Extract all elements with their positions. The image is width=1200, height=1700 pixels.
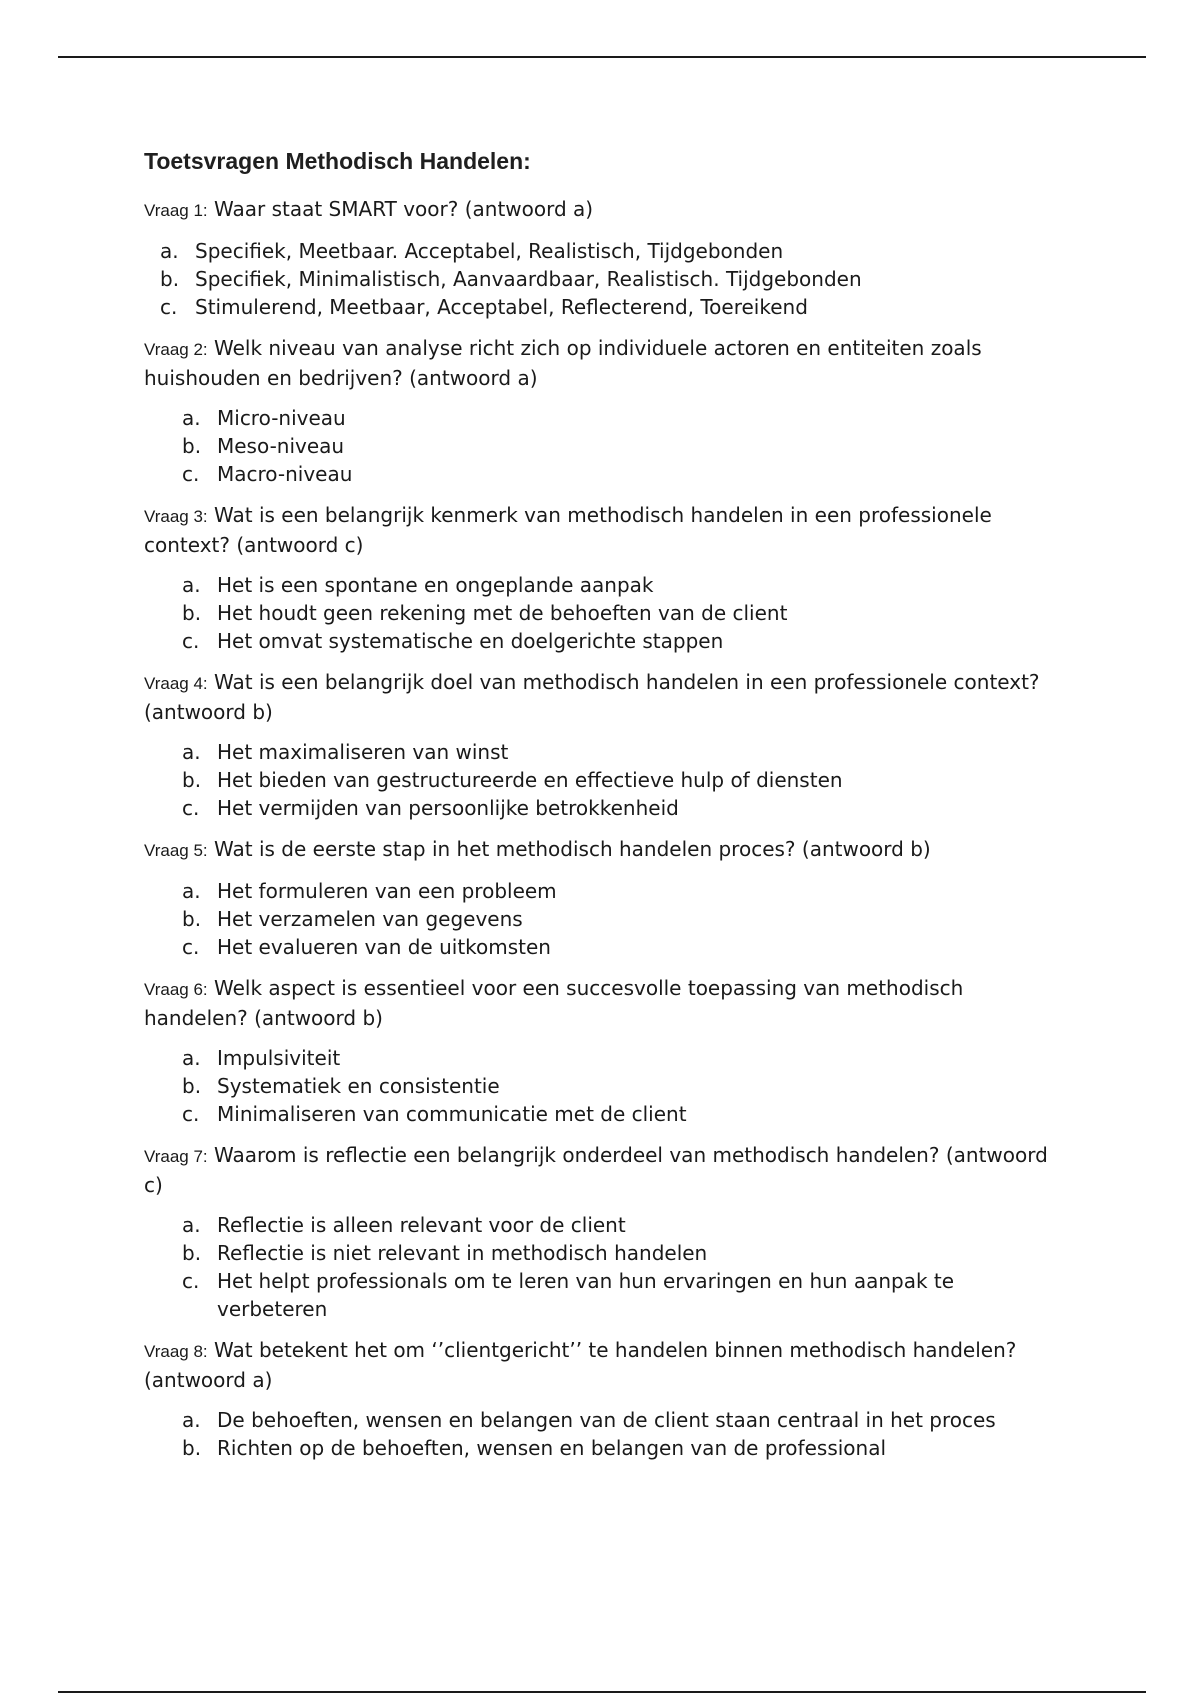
option-letter: a. bbox=[182, 1046, 201, 1070]
question-label: Vraag 8: bbox=[144, 1342, 208, 1361]
option-letter: b. bbox=[182, 1074, 202, 1098]
answer-option bbox=[144, 293, 1064, 321]
option-text: Het formuleren van een probleem bbox=[217, 879, 557, 903]
question-label: Vraag 5: bbox=[144, 841, 208, 860]
question-text bbox=[144, 668, 1064, 726]
option-text: Specifiek, Minimalistisch, Aanvaardbaar, Realistisch. Tijdgebonden bbox=[195, 267, 862, 291]
option-letter: b. bbox=[182, 1241, 202, 1265]
option-text: Minimaliseren van communicatie met de client bbox=[217, 1102, 687, 1126]
question-block bbox=[144, 195, 1064, 321]
option-letter: c. bbox=[160, 295, 178, 319]
question-block bbox=[144, 1336, 1064, 1462]
question-label: Vraag 2: bbox=[144, 340, 208, 359]
question-body: Wat betekent het om ‘’clientgericht’’ te handelen binnen methodisch handelen? (antwoord a) bbox=[144, 1338, 1017, 1392]
answer-option bbox=[144, 1072, 1064, 1100]
answer-options bbox=[144, 877, 1064, 961]
option-letter: c. bbox=[182, 796, 200, 820]
answer-option bbox=[144, 738, 1064, 766]
question-block bbox=[144, 974, 1064, 1128]
answer-options bbox=[144, 1211, 1064, 1323]
option-letter: c. bbox=[182, 1102, 200, 1126]
option-text: Het is een spontane en ongeplande aanpak bbox=[217, 573, 654, 597]
option-text: Systematiek en consistentie bbox=[217, 1074, 500, 1098]
answer-option bbox=[144, 794, 1064, 822]
answer-option bbox=[144, 1239, 1064, 1267]
option-text: Macro-niveau bbox=[217, 462, 353, 486]
option-text: Het omvat systematische en doelgerichte stappen bbox=[217, 629, 724, 653]
answer-option bbox=[144, 460, 1064, 488]
option-text: Het maximaliseren van winst bbox=[217, 740, 509, 764]
question-text bbox=[144, 501, 1064, 559]
option-letter: a. bbox=[182, 406, 201, 430]
answer-option bbox=[144, 766, 1064, 794]
answer-option bbox=[144, 1211, 1064, 1239]
question-block bbox=[144, 835, 1064, 961]
answer-option bbox=[144, 905, 1064, 933]
answer-option bbox=[144, 1267, 1064, 1323]
option-letter: c. bbox=[182, 1269, 200, 1293]
answer-options bbox=[144, 404, 1064, 488]
answer-option bbox=[144, 1406, 1064, 1434]
option-text: Specifiek, Meetbaar. Acceptabel, Realistisch, Tijdgebonden bbox=[195, 239, 784, 263]
option-letter: b. bbox=[182, 434, 202, 458]
question-body: Wat is een belangrijk doel van methodisch handelen in een professionele context? (antwoord b) bbox=[144, 670, 1040, 724]
option-text: Het vermijden van persoonlijke betrokkenheid bbox=[217, 796, 679, 820]
answer-options bbox=[144, 1044, 1064, 1128]
answer-options bbox=[144, 571, 1064, 655]
option-text: De behoeften, wensen en belangen van de client staan centraal in het proces bbox=[217, 1408, 996, 1432]
option-text: Stimulerend, Meetbaar, Acceptabel, Reflecterend, Toereikend bbox=[195, 295, 808, 319]
option-text: Reflectie is niet relevant in methodisch handelen bbox=[217, 1241, 708, 1265]
answer-option bbox=[144, 1044, 1064, 1072]
option-text: Micro-niveau bbox=[217, 406, 346, 430]
question-block bbox=[144, 501, 1064, 655]
question-body: Waar staat SMART voor? (antwoord a) bbox=[207, 197, 594, 221]
option-text: Het bieden van gestructureerde en effectieve hulp of diensten bbox=[217, 768, 843, 792]
option-letter: b. bbox=[182, 1436, 202, 1460]
option-letter: b. bbox=[160, 267, 180, 291]
option-letter: b. bbox=[182, 768, 202, 792]
answer-option bbox=[144, 1100, 1064, 1128]
answer-options bbox=[144, 1406, 1064, 1462]
answer-option bbox=[144, 265, 1064, 293]
question-block bbox=[144, 1141, 1064, 1323]
answer-option bbox=[144, 237, 1064, 265]
answer-option bbox=[144, 933, 1064, 961]
question-label: Vraag 1: bbox=[144, 201, 208, 220]
answer-options bbox=[144, 237, 1064, 321]
option-text: Het evalueren van de uitkomsten bbox=[217, 935, 551, 959]
question-body: Welk aspect is essentieel voor een succesvolle toepassing van methodisch handelen? (antwoord b) bbox=[144, 976, 964, 1030]
question-label: Vraag 7: bbox=[144, 1147, 208, 1166]
question-block bbox=[144, 334, 1064, 488]
answer-option bbox=[144, 571, 1064, 599]
question-text bbox=[144, 1336, 1064, 1394]
answer-option bbox=[144, 627, 1064, 655]
option-letter: a. bbox=[182, 1213, 201, 1237]
question-block bbox=[144, 668, 1064, 822]
option-letter: b. bbox=[182, 601, 202, 625]
option-text: Impulsiviteit bbox=[217, 1046, 341, 1070]
option-text: Het verzamelen van gegevens bbox=[217, 907, 523, 931]
answer-options bbox=[144, 738, 1064, 822]
question-body: Wat is een belangrijk kenmerk van methodisch handelen in een professionele context? (antwoord c) bbox=[144, 503, 992, 557]
option-text: Richten op de behoeften, wensen en belangen van de professional bbox=[217, 1436, 887, 1460]
question-text bbox=[144, 195, 1064, 225]
option-text: Reflectie is alleen relevant voor de client bbox=[217, 1213, 626, 1237]
option-letter: c. bbox=[182, 462, 200, 486]
option-text: Het helpt professionals om te leren van hun ervaringen en hun aanpak te verbeteren bbox=[217, 1269, 955, 1321]
question-body: Wat is de eerste stap in het methodisch handelen proces? (antwoord b) bbox=[207, 837, 931, 861]
option-letter: b. bbox=[182, 907, 202, 931]
question-text bbox=[144, 1141, 1064, 1199]
question-label: Vraag 3: bbox=[144, 507, 208, 526]
question-body: Welk niveau van analyse richt zich op individuele actoren en entiteiten zoals huishouden en bedrijven? (antwoord a) bbox=[144, 336, 982, 390]
answer-option bbox=[144, 404, 1064, 432]
option-letter: a. bbox=[182, 573, 201, 597]
option-letter: c. bbox=[182, 629, 200, 653]
option-text: Het houdt geen rekening met de behoeften van de client bbox=[217, 601, 788, 625]
question-label: Vraag 6: bbox=[144, 980, 208, 999]
document-title: Toetsvragen Methodisch Handelen: bbox=[144, 148, 531, 174]
option-letter: a. bbox=[182, 879, 201, 903]
question-text bbox=[144, 974, 1064, 1032]
option-letter: a. bbox=[182, 1408, 201, 1432]
option-text: Meso-niveau bbox=[217, 434, 345, 458]
question-body: Waarom is reflectie een belangrijk onderdeel van methodisch handelen? (antwoord c) bbox=[144, 1143, 1048, 1197]
bottom-rule bbox=[58, 1691, 1146, 1693]
answer-option bbox=[144, 1434, 1064, 1462]
answer-option bbox=[144, 599, 1064, 627]
question-text bbox=[144, 835, 1064, 865]
answer-option bbox=[144, 432, 1064, 460]
answer-option bbox=[144, 877, 1064, 905]
option-letter: c. bbox=[182, 935, 200, 959]
document-body bbox=[144, 146, 1064, 1475]
top-rule bbox=[58, 56, 1146, 58]
option-letter: a. bbox=[182, 740, 201, 764]
option-letter: a. bbox=[160, 239, 179, 263]
question-label: Vraag 4: bbox=[144, 674, 208, 693]
question-text bbox=[144, 334, 1064, 392]
